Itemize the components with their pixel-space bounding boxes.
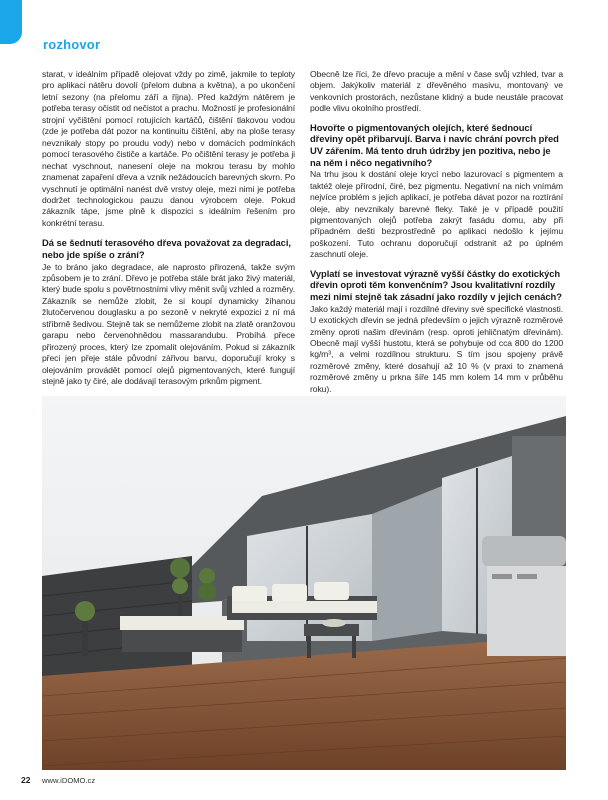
paragraph: starat, v ideálním případě olejovat vždy po zimě, jakmile to teploty pro aplikaci nátěru dovolí (přelom dubna a května), a po ukončení letní sezony (na přelomu září a října). Před každým nátěrem je potřeba terasy očistit od nečistot a prachu. Možností je profesionální strojní vyčištění pomocí rotujících kartáčů, čištění tlakovou vodou (zde je potřeba dát pozor na kontinuitu čištění, aby na ploše terasy nevznikaly stopy po proudu vody) nebo v domácích podmínkách pomocí terasového čističe a kartáče. Po očištění terasy je potřeba ji nechat vyschnout, nanesení oleje na mokrou terasu by mohlo znamenat zapaření dřeva a vznik nežádoucích barevných skvrn. Po vyschnutí je optimální nanést dvě vrstvy oleje, mezi nimi je potřeba dodržet technologickou pauzu danou výrobcem oleje. Pokud zákazník tápe, jsme plně k dispozici s ideálním řešením pro konkrétní terasu.	[42, 69, 295, 228]
question-heading: Vyplatí se investovat výrazně vyšší částky do exotických dřevin oproti těm konvenčním? Jsou kvalitativní rozdíly mezi nimi stejně tak zásadní jako rozdíly v jejich cenách?	[310, 267, 562, 302]
section-label: rozhovor	[43, 37, 101, 52]
question-heading: Dá se šednutí terasového dřeva považovat za degradaci, nebo jde spíše o zrání?	[42, 237, 291, 260]
question-heading: Hovořte o pigmentovaných olejích, které šednoucí dřeviny opět přibarvují. Barva i navíc chrání povrch před UV zářením. Má tento druh údržby jen pozitiva, nebo je na něm i něco negativního?	[310, 121, 559, 168]
left-column	[42, 69, 295, 388]
paragraph: Jako každý materiál mají i rozdílné dřeviny své specifické vlastnosti. U exotických dřevin se jedná především o jejich výrazně rozměrové změny oproti našim dřevinám (resp. oproti jehličnatým dřevinám). Obecně mají vyšší hustotu, která se pohybuje od cca 800 do 1200 kg/m³, a velmi rozdílnou strukturu. S tím jsou spojeny právě rozměrové změny, které dosahují až 10 % (v praxi to znamená rozměrové změny u prkna šíře 145 mm kolem 14 mm v průběhu roku).	[310, 303, 563, 394]
paragraph: Je to bráno jako degradace, ale naprosto přirozená, takže svým způsobem je to zrání. Dřevo je potřeba stále brát jako živý materiál, který bude spolu s povětrnostními vlivy měnit svůj vzhled a rozměry. Zákazník se nemůže zlobit, že si koupí dynamicky žíhanou žlutočervenou douglasku a po sezoně v nekryté expozici z ní má stříbrně šedivou. Stejně tak se nemůžeme zlobit na zlatě oranžovou garapu nebo červenohnědou massarandubu. Probíhá přece přirozený proces, který lze zpomalit olejováním. Pokud si zákazník přeci jen přeje stále původní zářivou barvu, doporučují kroky s olejováním provádět pomocí olejů pigmentovaných, které fungují stejně jako ty čiré, ale dodávají terasovým prknům pigment.	[42, 261, 295, 387]
paragraph: Obecně lze říci, že dřevo pracuje a mění v čase svůj vzhled, tvar a objem. Jakýkoliv materiál z dřevěného masivu, montovaný ve venkovních prostorách, nezůstane klidný a bude neustále pracovat podle vlivu okolního prostředí.	[310, 69, 563, 114]
right-column	[310, 69, 563, 395]
website: www.iDOMO.cz	[42, 776, 96, 785]
section-tab-marker	[0, 0, 22, 44]
terrace-photo	[42, 396, 566, 770]
paragraph: Na trhu jsou k dostání oleje krycí nebo lazurovací s pigmentem a taktéž oleje přírodní, čiré, bez pigmentu. Negativní na nich vnímám nejvíce problém s jejich aplikací, je potřeba dávat pozor na roztírání oleje, aby nevznikaly barevné fleky. Také je v případě použití pigmentovaných olejů potřeba zakrýt fasádu domu, aby při případném dešti bezprostředně po aplikaci nedošlo k jejímu poškození. Tuto ochranu doporučují odstranit až po úplném zaschnutí oleje.	[310, 169, 563, 260]
page-number: 22	[21, 775, 31, 785]
